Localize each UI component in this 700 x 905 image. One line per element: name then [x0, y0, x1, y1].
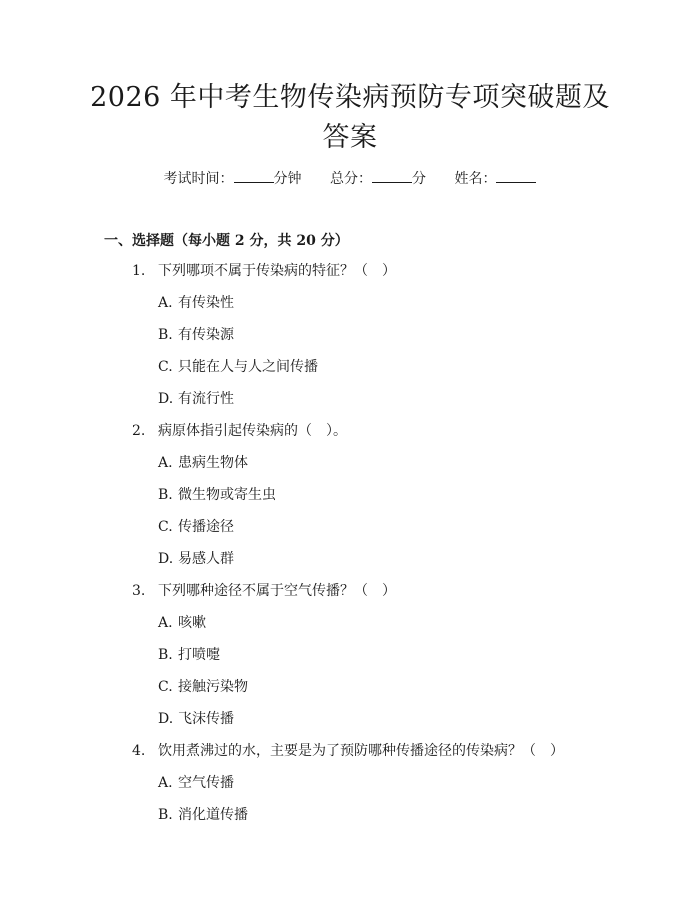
option-letter: A. — [158, 295, 173, 311]
option-text: 只能在人与人之间传播 — [178, 359, 318, 375]
total-score-field — [330, 168, 426, 189]
exam-time-unit: 分钟 — [273, 171, 302, 187]
question-2-option-a — [158, 453, 248, 473]
option-text: 空气传播 — [178, 775, 234, 791]
option-text: 有传染性 — [178, 295, 234, 311]
exam-info-line — [0, 168, 700, 189]
option-letter: D. — [158, 391, 174, 407]
question-4 — [132, 741, 564, 761]
question-1-option-d — [158, 389, 234, 409]
option-letter: B. — [158, 647, 173, 663]
option-text: 有流行性 — [178, 391, 234, 407]
question-2-option-b — [158, 485, 276, 505]
option-letter: B. — [158, 807, 173, 823]
question-number: 4. — [132, 743, 146, 759]
question-text: 下列哪项不属于传染病的特征？（ ） — [158, 263, 396, 279]
option-text: 打喷嚏 — [178, 647, 220, 663]
question-1-option-a — [158, 293, 234, 313]
question-4-option-b — [158, 805, 248, 825]
option-letter: C. — [158, 519, 173, 535]
question-3-option-a — [158, 613, 206, 633]
student-name-field — [454, 168, 536, 189]
question-text: 下列哪种途径不属于空气传播？（ ） — [158, 583, 396, 599]
exam-time-label: 考试时间： — [163, 171, 234, 187]
section-heading: 一、选择题（每小题 2 分，共 20 分） — [104, 233, 349, 249]
option-letter: D. — [158, 711, 174, 727]
question-text: 病原体指引起传染病的（ ）。 — [158, 423, 347, 439]
question-4-option-a — [158, 773, 234, 793]
question-1 — [132, 261, 396, 281]
question-2-option-d — [158, 549, 234, 569]
option-text: 微生物或寄生虫 — [178, 487, 276, 503]
question-3-option-d — [158, 709, 234, 729]
question-3-option-b — [158, 645, 220, 665]
option-text: 飞沫传播 — [178, 711, 234, 727]
option-letter: B. — [158, 327, 173, 343]
option-text: 有传染源 — [178, 327, 234, 343]
question-2-option-c — [158, 517, 234, 537]
student-name-blank — [496, 168, 536, 183]
question-3-option-c — [158, 677, 248, 697]
option-letter: B. — [158, 487, 173, 503]
student-name-label: 姓名： — [454, 171, 497, 187]
option-text: 患病生物体 — [178, 455, 248, 471]
total-score-label: 总分： — [330, 171, 372, 187]
option-letter: C. — [158, 679, 173, 695]
question-1-option-c — [158, 357, 318, 377]
option-text: 传播途径 — [178, 519, 234, 535]
question-1-option-b — [158, 325, 234, 345]
option-letter: A. — [158, 775, 173, 791]
option-text: 接触污染物 — [178, 679, 248, 695]
option-text: 消化道传播 — [178, 807, 248, 823]
document-title: 2026 年中考生物传染病预防专项突破题及答案 — [90, 82, 610, 153]
question-text: 饮用煮沸过的水，主要是为了预防哪种传播途径的传染病？（ ） — [158, 743, 564, 759]
total-score-blank — [372, 168, 412, 183]
option-letter: A. — [158, 455, 173, 471]
question-3 — [132, 581, 396, 601]
question-2 — [132, 421, 347, 441]
option-letter: D. — [158, 551, 174, 567]
question-number: 3. — [132, 583, 146, 599]
option-letter: A. — [158, 615, 173, 631]
total-score-unit: 分 — [412, 171, 426, 187]
option-letter: C. — [158, 359, 173, 375]
exam-time-blank — [234, 168, 274, 183]
question-number: 2. — [132, 423, 146, 439]
question-number: 1. — [132, 263, 146, 279]
option-text: 易感人群 — [178, 551, 234, 567]
option-text: 咳嗽 — [178, 615, 206, 631]
exam-time-field — [164, 168, 302, 189]
